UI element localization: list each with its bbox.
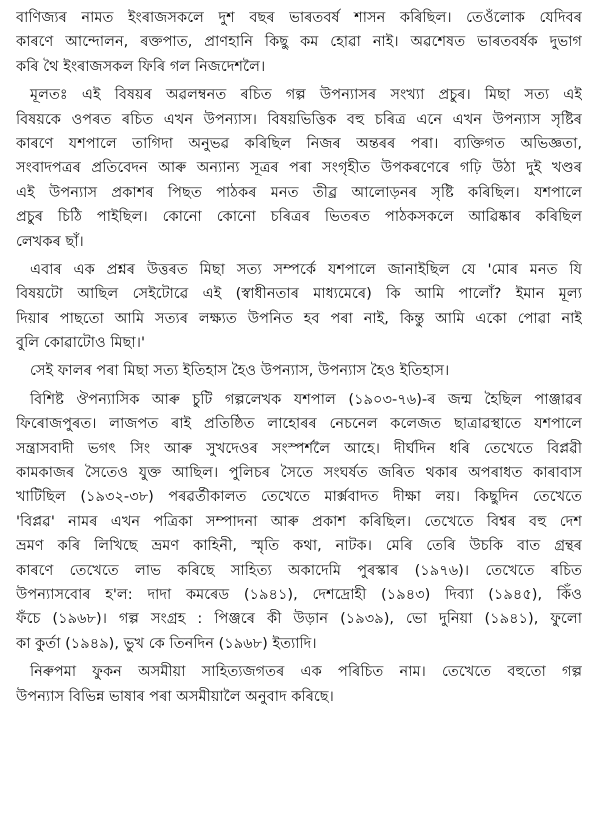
paragraph-author-biography	[16, 388, 582, 656]
text-line: খাটিছিল (১৯৩২-৩৮) পৰৱৰ্তীকালত তেখেতে মাৰ্ক্সবাদত দীক্ষা লয়। কিছুদিন তেখেতে	[16, 488, 582, 506]
text-line: ভ্ৰমণ কৰি লিখিছে ভ্ৰমণ কাহিনী, স্মৃতি কথা, নাটক। মেৰি তেৰি উচকি বাত গ্ৰন্থৰ	[16, 537, 582, 555]
text-line: উপন্যাসবোৰ হ'ল: দাদা কমৰেড (১৯৪১), দেশদ্ৰোহী (১৯৪৩) দিব্যা (১৯৪৫), কিঁও	[16, 585, 582, 603]
text-line: লেখকৰ ছাঁ।	[16, 232, 84, 250]
text-line: নিৰুপমা ফুকন অসমীয়া সাহিত্যজগতৰ এক পৰিচিত নাম। তেখেতে বহুতো গল্প	[30, 663, 582, 681]
text-line: ফঁচে (১৯৬৮)। গল্প সংগ্ৰহ : পিঞ্জৰে কী উড়ান (১৯৩৯), ভো দুনিয়া (১৯৪১), ফুলো	[16, 610, 582, 628]
text-line: বিষয়টো আছিল সেইটোৱে এই (স্বাধীনতাৰ মাধ্যমেৰে) কি আমি পালোঁ? ইমান মূল্য	[16, 285, 582, 303]
text-line: বিশিষ্ট ঔপন্যাসিক আৰু চুটি গল্পলেখক যশপাল (১৯০৩-৭৬)-ৰ জন্ম হৈছিল পাঞ্জাৱৰ	[30, 390, 582, 408]
text-line: কাৰণে আন্দোলন, ৰক্তপাত, প্ৰাণহানি কিছু কম হোৱা নাই। অৱশেষত ভাৰতবৰ্ষক দুভাগ	[16, 33, 582, 51]
text-line: কামকাজৰ সৈতেও যুক্ত আছিল। পুলিচৰ সৈতে সংঘৰ্ষত জৰিত থকাৰ অপৰাধত কাৰাবাস	[16, 464, 582, 482]
text-line: সংবাদপত্ৰৰ প্ৰতিবেদন আৰু অন্যান্য সূত্ৰৰ পৰা সংগৃহীত উপকৰণেৰে গঢ়ি উঠা দুই খণ্ডৰ	[16, 159, 582, 177]
text-line: সন্ত্ৰাসবাদী ভগৎ সিং আৰু সুখদেওৰ সংস্পৰ্শলৈ আহে। দীৰ্ঘদিন ধৰি তেখেতে বিপ্লৱী	[16, 439, 582, 457]
paragraph-author-quote	[16, 258, 582, 356]
text-line: এই উপন্যাস প্ৰকাশৰ পিছত পাঠকৰ মনত তীৱ্ৰ আলোড়নৰ সৃষ্টি কৰিছিল। যশপালে	[16, 183, 582, 201]
paragraph-history-novel	[16, 359, 582, 383]
text-line: কৰি থৈ ইংৰাজসকল ফিৰি গল নিজদেশলৈ।	[16, 57, 266, 75]
text-line: কাৰণে যশপালে তাগিদা অনুভৱ কৰিছিল নিজৰ অন্তৰৰ পৰা। ব্যক্তিগত অভিজ্ঞতা,	[16, 134, 582, 152]
text-line: মূলতঃ এই বিষয়ৰ অৱলম্বনত ৰচিত গল্প উপন্যাসৰ সংখ্যা প্ৰচুৰ। মিছা সত্য এই	[30, 86, 582, 104]
text-line: 'বিপ্লৱ' নামৰ এখন পত্ৰিকা সম্পাদনা আৰু প্ৰকাশ কৰিছিল। তেখেতে বিশ্বৰ বহু দেশ	[16, 512, 582, 530]
text-line: সেই ফালৰ পৰা মিছা সত্য ইতিহাস হৈও উপন্যাস, উপন্যাস হৈও ইতিহাস।	[30, 362, 450, 380]
text-line: বিষয়কে ওপৰত ৰচিত এখন উপন্যাস। বিষয়ভিত্তিক বহু চৰিত্ৰ এনে এখন উপন্যাস সৃষ্টিৰ	[16, 110, 582, 128]
text-line: এবাৰ এক প্ৰশ্নৰ উত্তৰত মিছা সত্য সম্পৰ্কে যশপালে জানাইছিল যে 'মোৰ মনত যি	[30, 260, 582, 278]
text-line: বুলি কোৱাটোও মিছা।'	[16, 334, 145, 352]
text-line: ফিৰোজপুৰত। লাজপত ৰাই প্ৰতিষ্ঠিত লাহোৰৰ নেচনেল কলেজত ছাত্ৰাৱস্থাতে যশপালে	[16, 415, 582, 433]
paragraph-novel-origin	[16, 83, 582, 254]
paragraph-british-rule	[16, 6, 582, 79]
text-line: বাণিজ্যৰ নামত ইংৰাজসকলে দুশ বছৰ ভাৰতবৰ্ষ শাসন কৰিছিল। তেওঁলোক যেদিবৰ	[16, 9, 582, 26]
text-line: কা কুৰ্তা (১৯৪৯), ভুখ কে তিনদিন (১৯৬৮) ইত্যাদি।	[16, 634, 317, 652]
text-line: উপন্যাস বিভিন্ন ভাষাৰ পৰা অসমীয়ালৈ অনুবাদ কৰিছে।	[16, 687, 334, 705]
text-line: প্ৰচুৰ চিঠি পাইছিল। কোনো কোনো চৰিত্ৰৰ ভিতৰত পাঠকসকলে আৱিষ্কাৰ কৰিছিল	[16, 208, 582, 226]
paragraph-translator	[16, 660, 582, 709]
text-line: দিয়াৰ পাছতো আমি সত্যৰ লক্ষ্যত উপনিত হব পৰা নাই, কিন্তু আমি একো পোৱা নাই	[16, 309, 582, 327]
text-line: কাৰণে তেখেতে লাভ কৰিছে সাহিত্য অকাদেমি পুৰস্কাৰ (১৯৭৬)। তেখেতে ৰচিত	[16, 561, 582, 579]
